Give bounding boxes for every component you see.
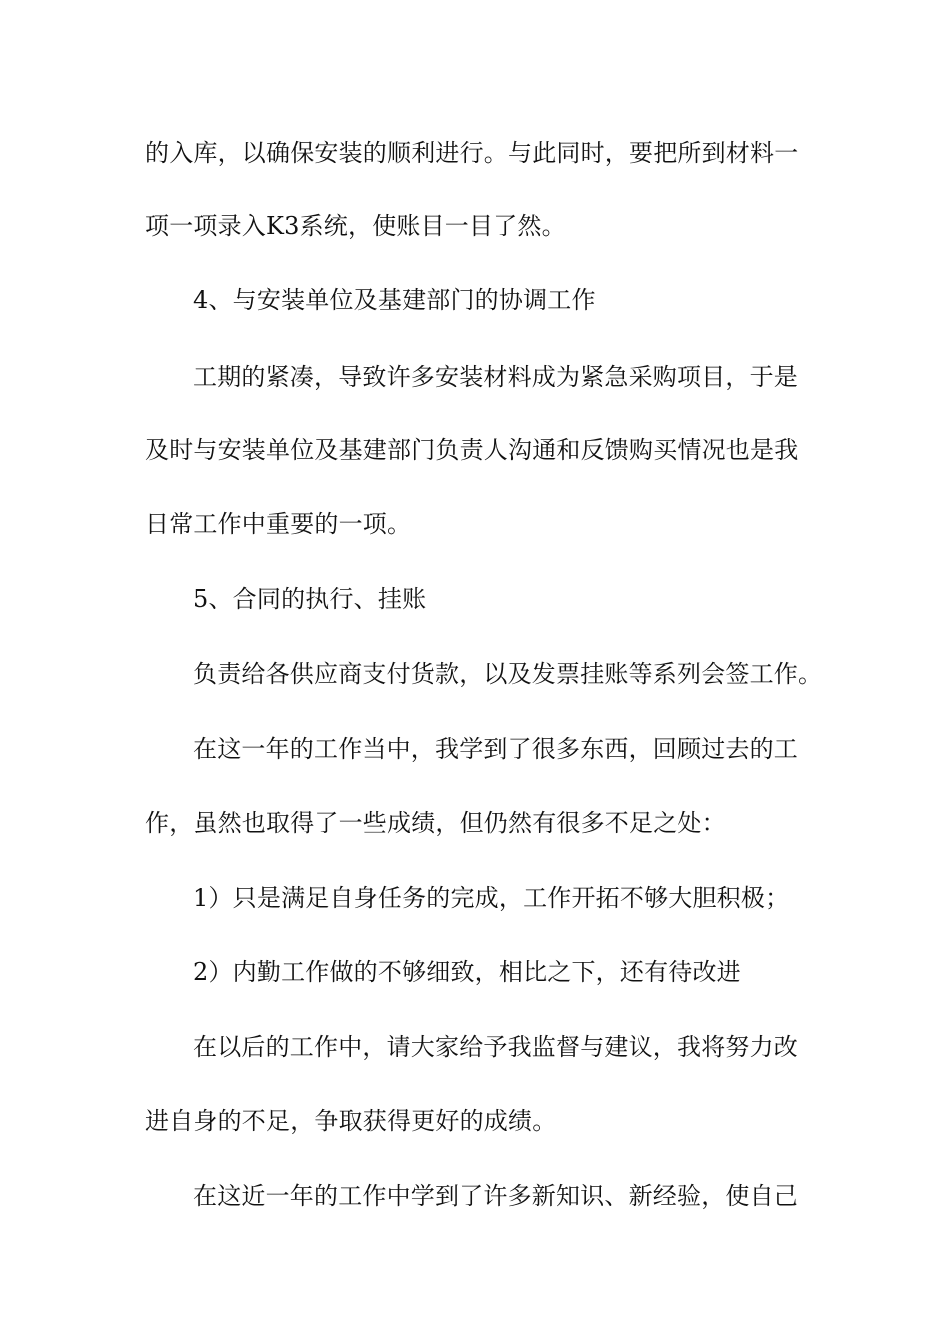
paragraph-line: 作，虽然也取得了一些成绩，但仍然有很多不足之处： — [145, 809, 726, 837]
paragraph-line: 在这近一年的工作中学到了许多新知识、新经验，使自己 — [193, 1182, 798, 1210]
list-item: 1）只是满足自身任务的完成，工作开拓不够大胆积极； — [193, 884, 790, 912]
paragraph-line: 日常工作中重要的一项。 — [145, 510, 412, 538]
paragraph-line: 进自身的不足，争取获得更好的成绩。 — [145, 1107, 557, 1135]
paragraph-line: 在这一年的工作当中，我学到了很多东西，回顾过去的工 — [193, 735, 798, 763]
paragraph-line: 项一项录入K3系统，使账目一目了然。 — [145, 212, 566, 240]
section-heading: 5、合同的执行、挂账 — [193, 585, 427, 613]
paragraph-line: 在以后的工作中，请大家给予我监督与建议，我将努力改 — [193, 1033, 798, 1061]
paragraph-line: 工期的紧凑，导致许多安装材料成为紧急采购项目，于是 — [193, 363, 798, 391]
paragraph-line: 及时与安装单位及基建部门负责人沟通和反馈购买情况也是我 — [145, 436, 799, 464]
paragraph-line: 负责给各供应商支付货款，以及发票挂账等系列会签工作。 — [193, 660, 823, 688]
list-item: 2）内勤工作做的不够细致，相比之下，还有待改进 — [193, 958, 741, 986]
section-heading: 4、与安装单位及基建部门的协调工作 — [193, 286, 596, 314]
paragraph-line: 的入库，以确保安装的顺利进行。与此同时，要把所到材料一 — [145, 139, 799, 167]
